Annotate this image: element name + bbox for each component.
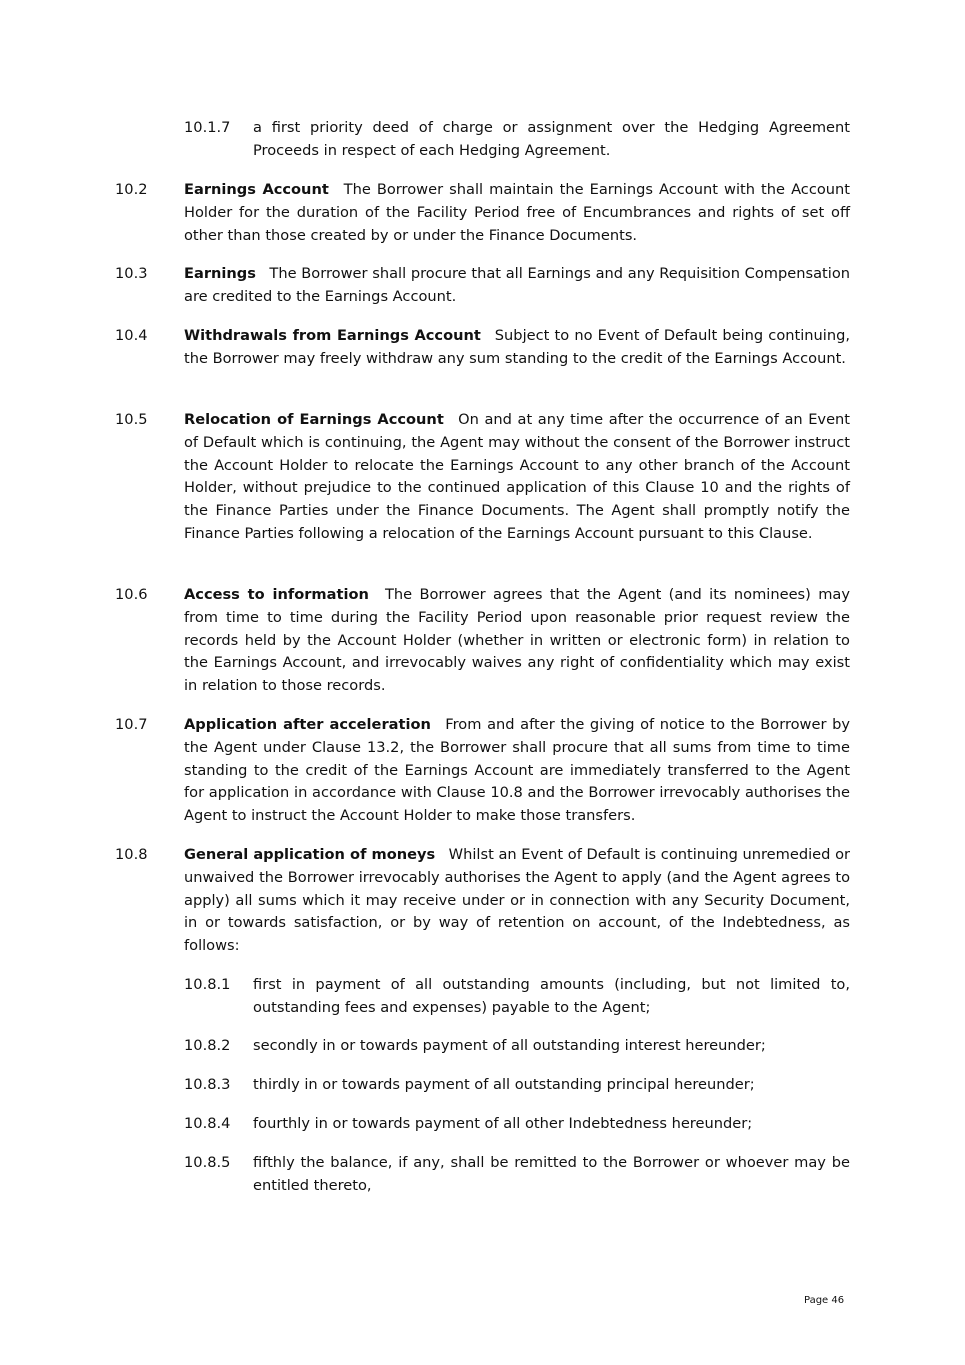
clause-body [253, 1035, 850, 1058]
clause-heading: Application after acceleration [184, 716, 431, 733]
clause-number: 10.8.5 [184, 1154, 231, 1171]
clause-body [253, 974, 850, 1020]
clause-heading: Access to information [184, 586, 369, 603]
clause-heading: Earnings [184, 265, 256, 282]
clause-text: Whilst an Event of Default is continuing unremedied or unwaived the Borrower irrevocably authorises the Agent to apply (and the Agent agrees to apply) all sums which it may receive under or in connection with any Security Document, in or towards satisfaction, or by way of retention on account, of the Indebtedness, as follows: [184, 846, 850, 955]
clause-text: fifthly the balance, if any, shall be remitted to the Borrower or whoever may be entitled thereto, [253, 1154, 850, 1194]
clause-10-5 [115, 409, 850, 546]
clause-10-8-1 [184, 974, 850, 1020]
clause-number: 10.1.7 [184, 119, 231, 136]
clause-10-7 [115, 714, 850, 828]
clause-body [184, 179, 850, 247]
clause-number: 10.7 [115, 716, 148, 733]
clause-number: 10.3 [115, 265, 148, 282]
clause-heading: Earnings Account [184, 181, 329, 198]
clause-heading: Relocation of Earnings Account [184, 411, 444, 428]
clause-10-6 [115, 584, 850, 698]
clause-number: 10.5 [115, 411, 148, 428]
clause-text: fourthly in or towards payment of all other Indebtedness hereunder; [253, 1115, 753, 1132]
page-number: Page 46 [804, 1295, 845, 1306]
clause-body [253, 1074, 850, 1097]
clause-text: a first priority deed of charge or assignment over the Hedging Agreement Proceeds in respect of each Hedging Agreement. [253, 119, 850, 159]
clause-body [184, 263, 850, 309]
clause-number: 10.8 [115, 846, 148, 863]
clause-10-3 [115, 263, 850, 309]
clause-10-4 [115, 325, 850, 371]
clause-number: 10.2 [115, 181, 148, 198]
clause-body [253, 1113, 850, 1136]
clause-10-8-3 [184, 1074, 850, 1097]
clause-heading: General application of moneys [184, 846, 436, 863]
clause-10-8 [115, 844, 850, 958]
clause-number: 10.6 [115, 586, 148, 603]
clause-body [253, 1152, 850, 1198]
clause-10-2 [115, 179, 850, 247]
clause-text: The Borrower shall procure that all Earnings and any Requisition Compensation are credited to the Earnings Account. [184, 265, 851, 305]
clause-body [184, 844, 850, 958]
clause-body [253, 117, 850, 163]
clause-heading: Withdrawals from Earnings Account [184, 327, 481, 344]
clause-text: Subject to no Event of Default being continuing, the Borrower may freely withdraw any sum standing to the credit of the Earnings Account. [184, 327, 850, 367]
clause-number: 10.8.4 [184, 1115, 231, 1132]
clause-10-8-2 [184, 1035, 850, 1058]
clause-number: 10.4 [115, 327, 148, 344]
clause-text: secondly in or towards payment of all outstanding interest hereunder; [253, 1037, 766, 1054]
clause-text: thirdly in or towards payment of all outstanding principal hereunder; [253, 1076, 755, 1093]
clause-10-8-4 [184, 1113, 850, 1136]
clause-body [184, 584, 850, 698]
clause-text: first in payment of all outstanding amounts (including, but not limited to, outstanding fees and expenses) payable to the Agent; [253, 976, 850, 1016]
clause-body [184, 714, 850, 828]
clause-body [184, 325, 850, 371]
clause-number: 10.8.2 [184, 1037, 231, 1054]
clause-10-8-5 [184, 1152, 850, 1198]
clause-number: 10.8.1 [184, 976, 231, 993]
clause-text: The Borrower agrees that the Agent (and its nominees) may from time to time during the Facility Period upon reasonable prior request review the records held by the Account Holder (whether in written or electronic form) in relation to the Earnings Account, and irrevocably waives any right of confidentiality which may exist in relation to those records. [184, 586, 850, 695]
clause-text: The Borrower shall maintain the Earnings Account with the Account Holder for the duration of the Facility Period free of Encumbrances and rights of set off other than those created by or under the Finance Documents. [184, 181, 851, 244]
clause-body [184, 409, 850, 546]
clause-10-1-7 [184, 117, 850, 163]
clause-text: On and at any time after the occurrence of an Event of Default which is continuing, the Agent may without the consent of the Borrower instruct the Account Holder to relocate the Earnings Account to any other branch of the Account Holder, without prejudice to the continued application of this Clause 10 and the rights of the Finance Parties under the Finance Documents. The Agent shall promptly notify the Finance Parties following a relocation of the Earnings Account pursuant to this Clause. [184, 411, 851, 542]
clause-text: From and after the giving of notice to the Borrower by the Agent under Clause 13.2, the Borrower shall procure that all sums from time to time standing to the credit of the Earnings Account are immediately transferred to the Agent for application in accordance with Clause 10.8 and the Borrower irrevocably authorises the Agent to instruct the Account Holder to make those transfers. [184, 716, 851, 825]
clause-number: 10.8.3 [184, 1076, 231, 1093]
